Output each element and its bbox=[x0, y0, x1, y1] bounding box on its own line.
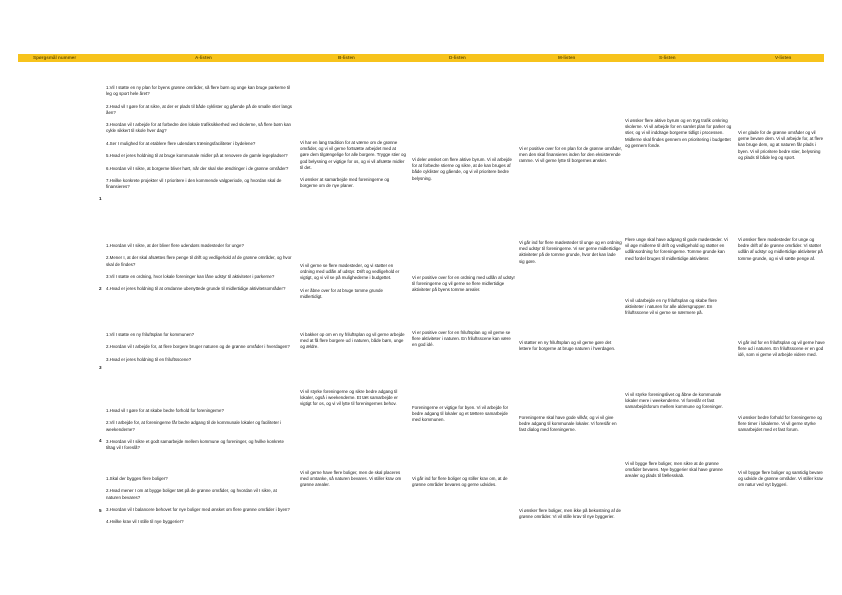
answer-b-list: Vi går ind for flere boliger og stiller krav om, at de grønne områder bevares og gerne udvides. bbox=[412, 476, 508, 488]
answer-v-list: Vi vil bygge flere boliger og samtidig bevare og udvide de grønne områder. Vi stiller krav om natur ved nyt byggeri. bbox=[738, 470, 823, 488]
answer-a-list: Vi vil styrke foreningerne og sikre bedre adgang til lokaler, også i weekenderne. Et tæt samarbejde er vigtigt for os, og vi vil lytte til foreningernes behov. bbox=[300, 389, 398, 407]
answer-v-list: Vi er glade for de grønne områder og vil gerne bevare dem. Vi vil arbejde for, at flere kan bruge dem, og at naturen får plads i byen. Vi vil prioritere bedre stier, belysning og plads til både leg og sport. bbox=[738, 130, 824, 160]
header-m-list: M-listen bbox=[558, 55, 576, 60]
answer-s-list: Vi ønsker flere aktive byrum og en tryg trafik omkring skolerne. Vi vil arbejde for en samlet plan for parker og stier, og vi vil inddrage borgerne tidligt i processen. Midlerne skal findes gennem en prioritering i budgettet og gennem fonde. bbox=[625, 118, 732, 148]
answer-m-list: Foreningerne skal have gode vilkår, og vi vil give bedre adgang til kommunale lokaler. Vi foreslår en fast dialog med foreningerne. bbox=[519, 415, 617, 433]
answer-s-list: Vi vil udarbejde en ny friluftsplan og skabe flere aktiviteter i naturen for alle aldersgrupper. En friluftsscene vil vi gerne se nærmere på. bbox=[625, 298, 717, 316]
header-a-list: A-listen bbox=[195, 55, 212, 60]
header-d-list: D-listen bbox=[449, 55, 466, 60]
answer-v-list: Vi ønsker bedre forhold for foreningerne og flere timer i lokalerne. Vi vil gerne styrke samarbejdet med et fast forum. bbox=[738, 415, 822, 433]
question-text: 1.Hvordan vil I sikre, at der bliver flere udendørs mødesteder for unge? 2.Mener I, at der skal afsættes flere penge til drift og vedligehold af de grønne områder, og hvor skal de findes? 3.Vil I støtte en ordning, hvor lokale foreninger kan låne udstyr til aktiviteter i parkerne? 4.Hvad er jeres holdning til at omdanne ubenyttede grunde til midlertidige aktivitetsområder? bbox=[106, 243, 292, 292]
answer-s-list: Vi vil bygge flere boliger, men sikre at de grønne områder bevares. Nye byggerier skal have grønne arealer og plads til fællesskab. bbox=[625, 461, 723, 479]
question-text: 1.Skal der bygges flere boliger? 2.Hvad mener I om at bygge boliger tæt på de grønne områder, og hvordan vil I sikre, at naturen bevares? 3.Hvordan vil I balancere behovet for nye boliger med ønsket om flere grønne områder i byen? 4.Hvilke krav vil I stille til nye byggerier? bbox=[106, 476, 290, 525]
question-text: 1.Vil I støtte en ny plan for byens grønne områder, så flere børn og unge kan bruge parkerne til leg og sport hele året? 2.Hvad vil I gøre for at sikre, at der er plads til både cyklister og gående på de smalle stier langs åen? 3.Hvordan vil I arbejde for at forbedre den lokale trafiksikkerhed ved skolerne, så flere børn kan cykle sikkert til skole hver dag? 4.Ser I mulighed for at etablere flere udendørs træningsfaciliteter i bydelene? 5.Hvad er jeres holdning til at bruge kommunale midler på at renovere de gamle legepladser? 6.Hvordan vil I sikre, at borgerne bliver hørt, når der skal ske ændringer i de grønne områder? 7.Hvilke konkrete projekter vil I prioritere i den kommende valgperiode, og hvordan skal de finansieres? bbox=[106, 85, 292, 190]
answer-b-list: Vi er positive over for en friluftsplan og vil gerne se flere aktiviteter i naturen. En friluftsscene kan være en god idé. bbox=[412, 330, 511, 348]
table-header-band bbox=[18, 54, 824, 62]
answer-m-list: Vi er positive over for en plan for de grønne områder, men den skal finansieres inden for den eksisterende ramme. Vi vil gerne lytte til borgernes ønsker. bbox=[519, 146, 622, 164]
header-s-list: S-listen bbox=[659, 55, 676, 60]
answer-m-list: Vi ønsker flere boliger, men ikke på bekostning af de grønne områder. Vi vil stille krav til nye byggerier. bbox=[519, 508, 621, 520]
answer-v-list: Vi ønsker flere mødesteder for unge og bedre drift af de grønne områder. Vi støtter udlån af udstyr og midlertidige aktiviteter på tomme grunde, og vi vil sætte penge af. bbox=[738, 237, 823, 261]
answer-d-list: Vi er positive over for en ordning med udlån af udstyr til foreningerne og vil gerne se flere midlertidige aktiviteter på byens tomme arealer. bbox=[412, 275, 515, 293]
answer-d-list: Vi deler ønsket om flere aktive byrum. Vi vil arbejde for at forbedre stierne og sikre, at de kan bruges af både cyklister og gående, og vi vil prioritere bedre belysning. bbox=[412, 157, 512, 181]
header-question-number: Spørgsmål nummer bbox=[33, 55, 77, 60]
row-number: 3 bbox=[99, 365, 102, 370]
answer-a-list: Vi vil gerne have flere boliger, men de skal placeres med omtanke, så naturen bevares. Vi stiller krav om grønne arealer. bbox=[300, 470, 402, 488]
answer-a-list: Vi bakker op om en ny friluftsplan og vil gerne arbejde med at få flere borgere ud i naturen, både børn, unge og ældre. bbox=[300, 332, 405, 350]
answer-m-list: Vi går ind for flere mødesteder til unge og en ordning med udstyr til foreningerne. Vi ser gerne midlertidige aktiviteter på de tomme grunde, hvor det kan lade sig gøre. bbox=[519, 240, 622, 264]
answer-a-list: Vi vil gerne se flere mødesteder, og vi støtter en ordning med udlån af udstyr. Drift og vedligehold er vigtigt, og vi vil se på mulighederne i budgettet. Vi er åbne over for at bruge tomme grunde midlertidigt. bbox=[300, 263, 400, 300]
row-number: 2 bbox=[99, 286, 102, 291]
row-number: 5 bbox=[99, 508, 102, 513]
answer-b-list: Foreningerne er vigtige for byen. Vi vil arbejde for bedre adgang til lokaler og et tættere samarbejde med kommunen. bbox=[412, 405, 509, 423]
row-number: 4 bbox=[99, 438, 102, 443]
answer-v-list: Vi går ind for en friluftsplan og vil gerne have flere ud i naturen. En friluftsscene er en god idé, som vi gerne vil arbejde videre med. bbox=[738, 340, 825, 358]
header-b-list: B-listen bbox=[338, 55, 355, 60]
answer-m-list: Vi støtter en ny friluftsplan og vil gerne gøre det lettere for borgerne at bruge naturen i hverdagen. bbox=[519, 340, 616, 352]
question-text: 1.Vil I støtte en ny friluftsplan for kommunen? 2.Hvordan vil I arbejde for, at flere borgere bruger naturen og de grønne områder i hverdagen? 3.Hvad er jeres holdning til en friluftsscene? bbox=[106, 332, 290, 362]
answer-a-list: Vi har en lang tradition for at værne om de grønne områder, og vi vil gerne fortsætte arbejdet med at gøre dem tilgængelige for alle borgere. Trygge stier og god belysning er vigtige for os, og vi vil afsætte midler til det. Vi ønsker at samarbejde med foreningerne og borgerne om de nye planer. bbox=[300, 140, 406, 189]
answer-s-list: Vi vil styrke foreningslivet og åbne de kommunale lokaler mere i weekenderne. Vi foreslår et fast samarbejdsforum mellem kommune og foreninger. bbox=[625, 392, 723, 410]
header-v-list: V-listen bbox=[775, 55, 792, 60]
question-text: 1.Hvad vil I gøre for at skabe bedre forhold for foreningerne? 2.Vil I arbejde for, at foreningerne får bedre adgang til de kommunale lokaler og faciliteter i weekenderne? 3.Hvordan vil I sikre et godt samarbejde mellem kommune og foreninger, og hvilke konkrete tiltag vil I foreslå? bbox=[106, 408, 284, 451]
row-number: 1 bbox=[99, 196, 102, 201]
answer-s-list: Flere unge skal have adgang til gode mødesteder. Vi vil øge midlerne til drift og vedligehold og støtter en udlånsordning for foreningerne. Tomme grunde kan med fordel bruges til midlertidige aktiviteter. bbox=[625, 237, 728, 261]
